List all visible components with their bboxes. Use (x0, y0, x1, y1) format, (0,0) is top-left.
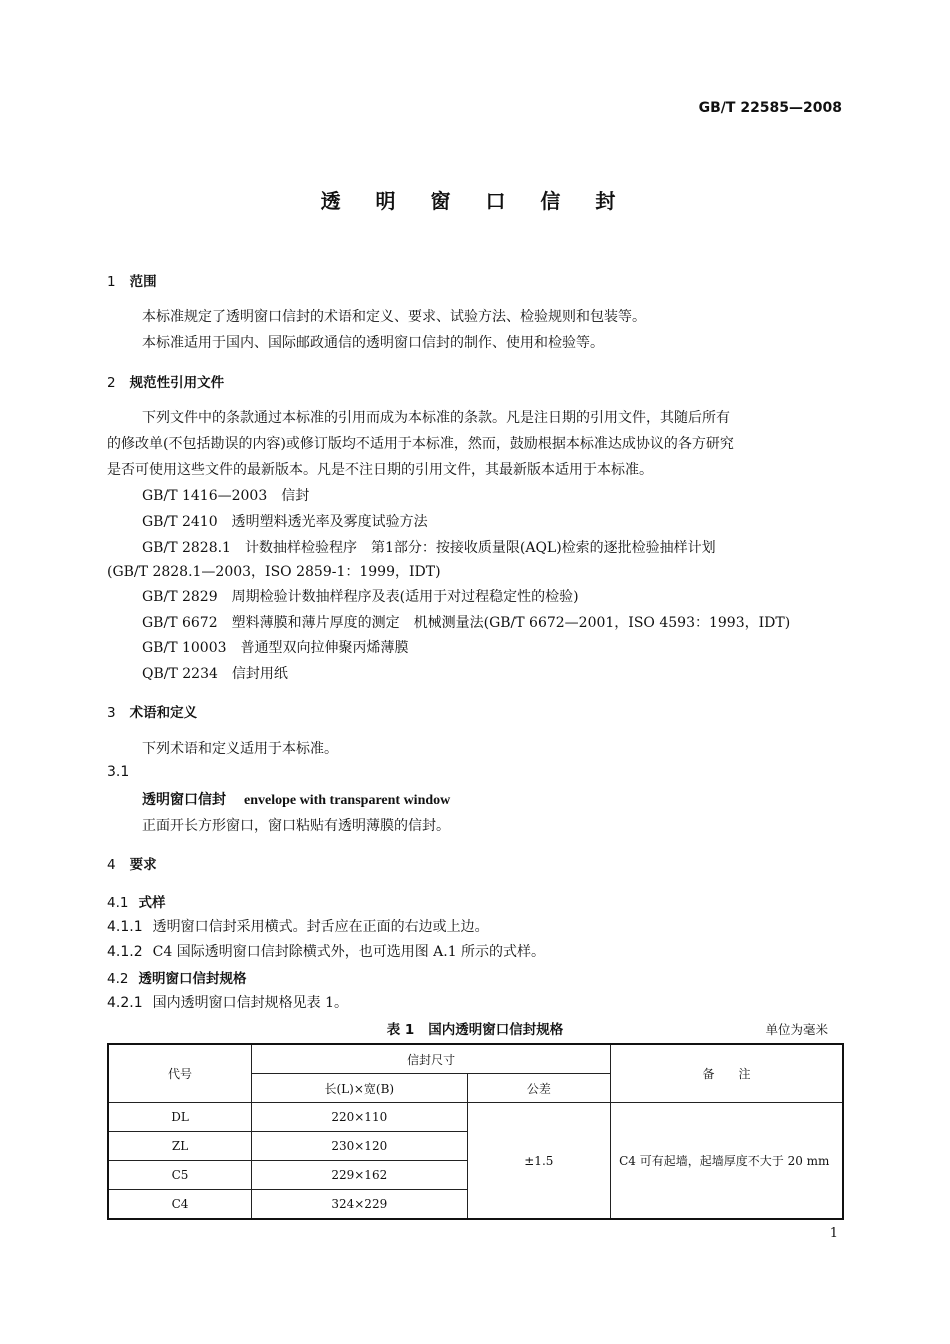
reference-name: 计数抽样检验程序 第1部分：按接收质量限(AQL)检索的逐批检验抽样计划 (244, 540, 716, 556)
clause-4-1-2 (107, 941, 545, 961)
cell-size: 324×229 (252, 1190, 467, 1220)
header-size: 信封尺寸 (252, 1044, 611, 1074)
paragraph: 本标准适用于国内、国际邮政通信的透明窗口信封的制作、使用和检验等。 (142, 335, 604, 351)
document-title: 透 明 窗 口 信 封 (320, 189, 630, 213)
table-unit: 单位为毫米 (765, 1022, 828, 1037)
reference-item (142, 637, 409, 657)
reference-item (142, 612, 790, 632)
section-2-heading (107, 371, 224, 391)
cell-tolerance: ±1.5 (467, 1103, 611, 1220)
reference-code: GB/T 2828.1 (142, 540, 231, 556)
clause-title: 透明窗口信封规格 (138, 971, 247, 987)
header-tolerance: 公差 (467, 1074, 611, 1103)
section-number: 4 (107, 857, 116, 873)
clause-number: 4.2.1 (107, 995, 143, 1011)
cell-code: DL (108, 1103, 252, 1132)
paragraph: 下列术语和定义适用于本标准。 (142, 741, 338, 757)
section-number: 2 (107, 375, 116, 391)
section-3-heading (107, 701, 197, 721)
term-entry (142, 789, 450, 809)
reference-item (142, 485, 309, 505)
clause-number: 4.1 (107, 895, 129, 911)
page-number: 1 (829, 1226, 838, 1241)
reference-name: 信封 (281, 488, 310, 504)
reference-name: 塑料薄膜和薄片厚度的测定 机械测量法(GB/T 6672—2001，ISO 4593：1993，IDT) (231, 615, 791, 631)
cell-remark: C4 可有起墙，起墙厚度不大于 20 mm (611, 1103, 843, 1220)
section-title: 规范性引用文件 (129, 375, 225, 391)
standard-code: GB/T 22585—2008 (698, 100, 842, 116)
section-4-heading (107, 853, 157, 873)
section-number: 3 (107, 705, 116, 721)
header-length-width: 长(L)×宽(B) (252, 1074, 467, 1103)
term-definition: 正面开长方形窗口，窗口粘贴有透明薄膜的信封。 (142, 818, 450, 834)
table-header-row (108, 1044, 843, 1074)
clause-title: 式样 (138, 895, 166, 911)
reference-item (142, 511, 428, 531)
paragraph-line: 是否可使用这些文件的最新版本。凡是不注日期的引用文件，其最新版本适用于本标准。 (107, 462, 653, 478)
reference-code: GB/T 10003 (142, 640, 227, 656)
section-title: 术语和定义 (129, 705, 198, 721)
cell-size: 230×120 (252, 1132, 467, 1161)
clause-4-2-1 (107, 992, 348, 1012)
reference-code: GB/T 2829 (142, 589, 218, 605)
paragraph: 本标准规定了透明窗口信封的术语和定义、要求、试验方法、检验规则和包装等。 (142, 309, 646, 325)
term-number: 3.1 (107, 764, 130, 780)
clause-text: C4 国际透明窗口信封除横式外，也可选用图 A.1 所示的式样。 (152, 944, 546, 960)
paragraph-line: 下列文件中的条款通过本标准的引用而成为本标准的条款。凡是注日期的引用文件，其随后所有 (142, 410, 730, 426)
cell-size: 229×162 (252, 1161, 467, 1190)
clause-number: 4.1.2 (107, 944, 143, 960)
section-title: 要求 (129, 857, 157, 873)
cell-code: C4 (108, 1190, 252, 1220)
reference-item (142, 586, 579, 606)
reference-continuation (107, 561, 441, 581)
reference-item (142, 663, 288, 683)
term-english: envelope with transparent window (244, 793, 451, 808)
reference-code: GB/T 2410 (142, 514, 218, 530)
reference-name: (GB/T 2828.1—2003，ISO 2859-1：1999，IDT) (107, 564, 441, 580)
reference-name: 普通型双向拉伸聚丙烯薄膜 (240, 640, 409, 656)
cell-code: ZL (108, 1132, 252, 1161)
reference-item (142, 537, 716, 557)
reference-name: 周期检验计数抽样程序及表(适用于对过程稳定性的检验) (231, 589, 579, 605)
table-title: 国内透明窗口信封规格 (428, 1022, 564, 1038)
table-row (108, 1103, 843, 1132)
cell-code: C5 (108, 1161, 252, 1190)
clause-4-2-heading (107, 967, 246, 987)
reference-code: GB/T 1416—2003 (142, 488, 268, 504)
clause-number: 4.2 (107, 971, 129, 987)
section-1-heading (107, 270, 157, 290)
envelope-spec-table (107, 1043, 844, 1220)
header-remark: 备 注 (611, 1044, 843, 1103)
clause-4-1-1 (107, 916, 489, 936)
reference-code: QB/T 2234 (142, 666, 218, 682)
section-title: 范围 (129, 274, 157, 290)
reference-name: 信封用纸 (231, 666, 288, 682)
cell-size: 220×110 (252, 1103, 467, 1132)
paragraph-line: 的修改单(不包括勘误的内容)或修订版均不适用于本标准，然而，鼓励根据本标准达成协议的各方研究 (107, 436, 734, 452)
reference-code: GB/T 6672 (142, 615, 218, 631)
header-code: 代号 (108, 1044, 252, 1103)
clause-text: 透明窗口信封采用横式。封舌应在正面的右边或上边。 (152, 919, 489, 935)
table-number: 表 1 (386, 1022, 415, 1038)
reference-name: 透明塑料透光率及雾度试验方法 (231, 514, 428, 530)
clause-text: 国内透明窗口信封规格见表 1。 (152, 995, 348, 1011)
section-number: 1 (107, 274, 116, 290)
term-chinese: 透明窗口信封 (142, 792, 226, 808)
clause-4-1-heading (107, 891, 165, 911)
clause-number: 4.1.1 (107, 919, 143, 935)
